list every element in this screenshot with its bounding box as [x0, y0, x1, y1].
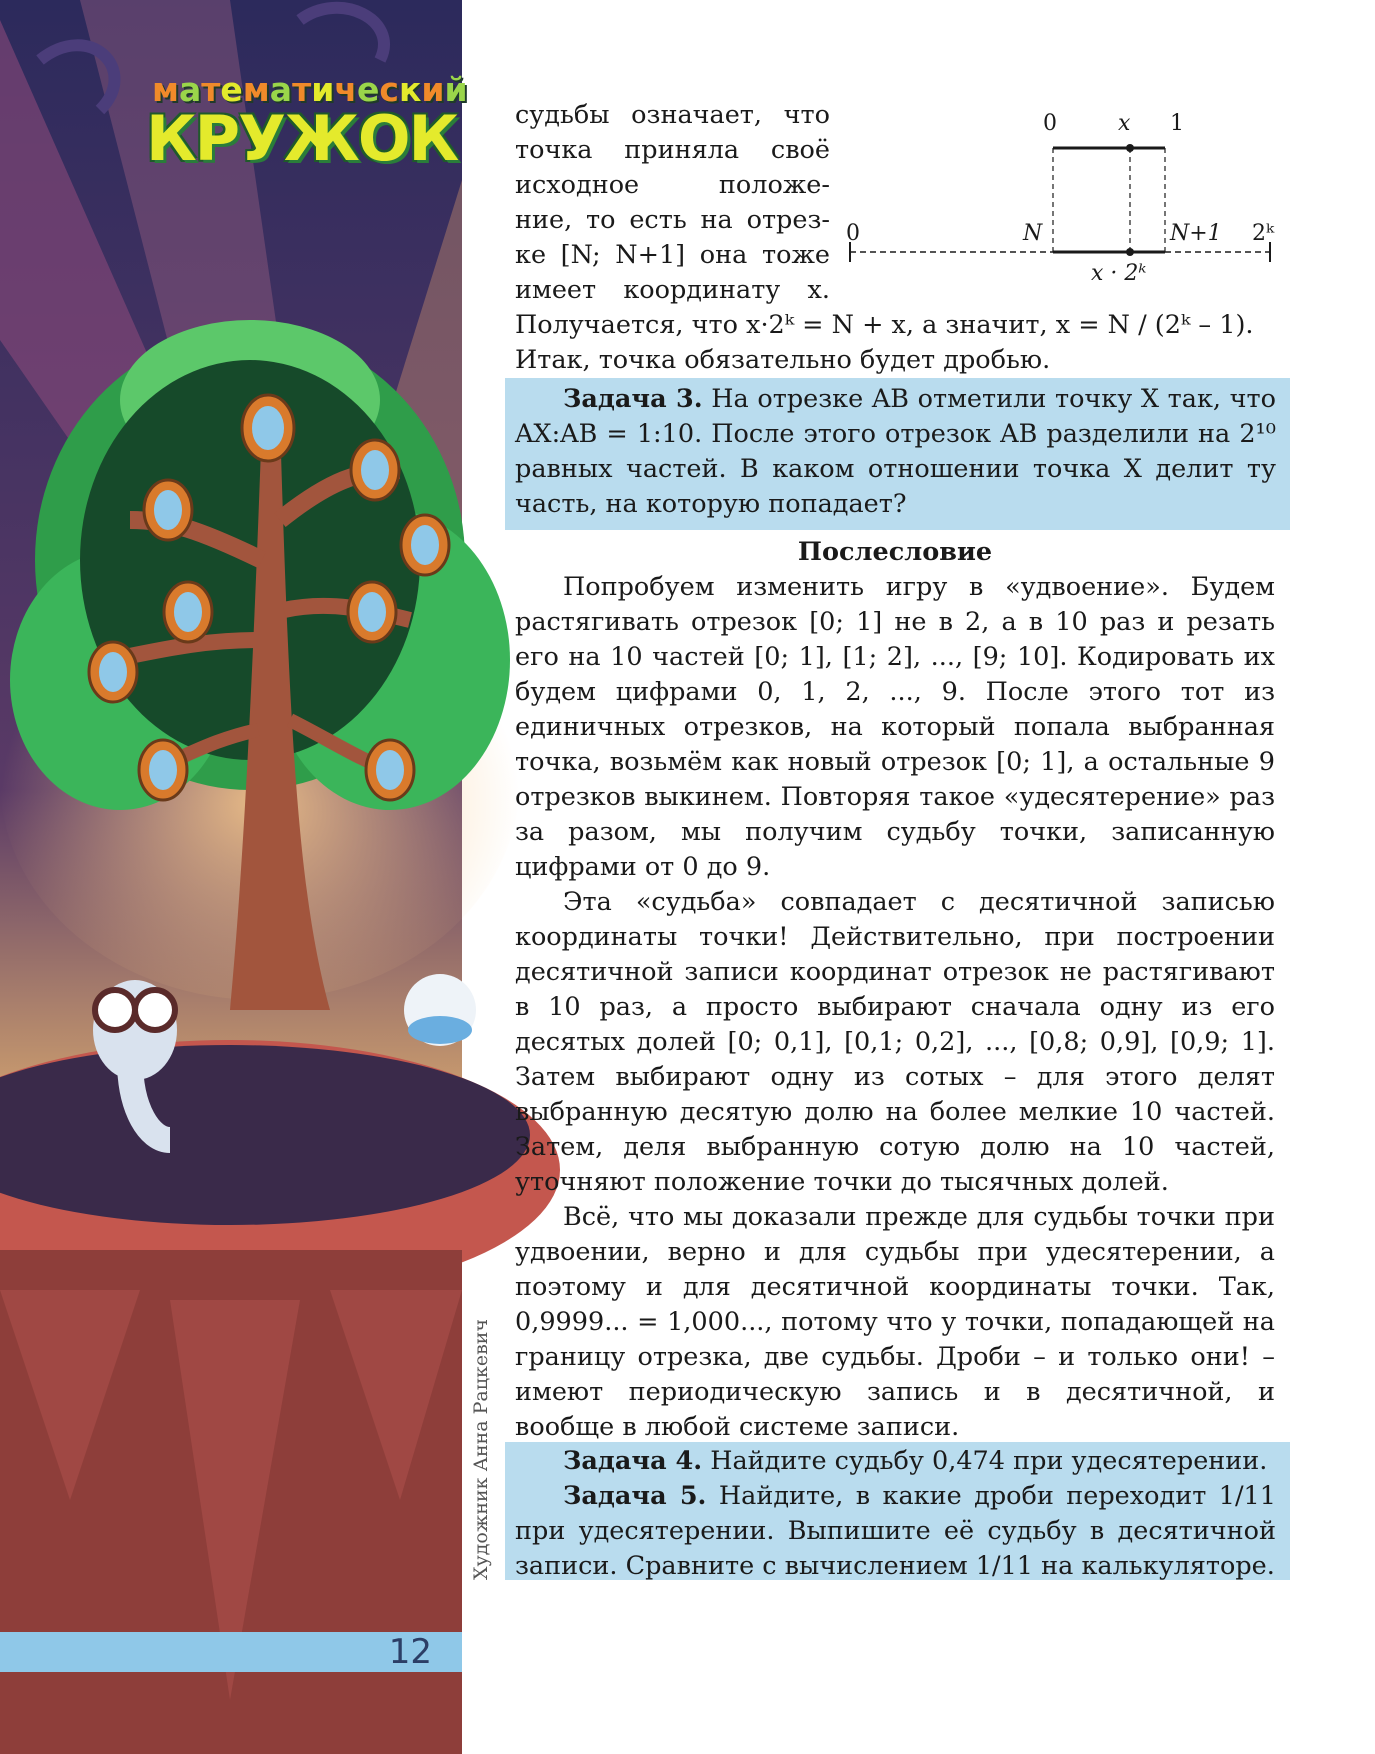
task-5 [515, 1479, 1276, 1584]
number-line-diagram [838, 100, 1278, 300]
intro-line: Итак, точка обязательно будет дробью. [515, 345, 1051, 375]
diagram-bottom-0: 0 [846, 221, 860, 246]
tasks-4-5-box [505, 1442, 1290, 1580]
intro-narrow-text [515, 98, 830, 308]
task-4 [515, 1444, 1276, 1479]
task-5-label: Задача 5. [563, 1481, 707, 1511]
intro-line: имеет координату x. [515, 275, 830, 305]
illustration-panel [0, 0, 468, 1754]
illustrator-credit: Художник Анна Рацкевич [470, 1318, 492, 1580]
intro-line: Получается, что x·2ᵏ = N + x, а значит, x = N / (2ᵏ – 1). [515, 310, 1254, 340]
task-3-text: На отрезке AB отметили точку X так, что AX:AB = 1:10. После этого отрезок AB разделили на 2¹⁰ равных частей. В каком отношении точка X делит ту часть, на которую попадает? [515, 384, 1276, 519]
tree-illustration [0, 0, 462, 1754]
task-3-label: Задача 3. [563, 384, 703, 414]
task-4-label: Задача 4. [563, 1446, 703, 1476]
afterword-paragraph: Всё, что мы доказали прежде для судьбы точки при удвоении, верно и для судьбы при удесятерении, а поэтому и для десятичной координаты точки. Так, 0,9999... = 1,000..., потому что у точки, попадающей на границу отрезка, две судьбы. Дроби – и только они! – имеют периодическую запись и в десятичной, и вообще в любой системе записи. [515, 1202, 1275, 1442]
diagram-top-x: x [1118, 111, 1131, 136]
task-4-text: Найдите судьбу 0,474 при удесятерении. [702, 1446, 1268, 1476]
intro-line: ке [N; N+1] она тоже [515, 240, 830, 270]
page-number: 12 [388, 1632, 432, 1672]
page-number-bar [0, 1632, 462, 1672]
intro-line: точка приняла своё [515, 135, 830, 165]
task-5-text: Найдите, в какие дроби переходит 1/11 при удесятерении. Выпишите её судьбу в десятичной записи. Сравните с вычислением 1/11 на калькуляторе. [515, 1481, 1276, 1581]
logo-line2: КРУЖОК [146, 102, 458, 175]
intro-line: ние, то есть на отрез- [515, 205, 830, 235]
logo-line1: математический [152, 70, 468, 109]
afterword-section [515, 535, 1275, 1445]
magazine-logo [118, 62, 468, 175]
intro-line: исходное положе- [515, 170, 830, 200]
diagram-point-label: x · 2ᵏ [1091, 261, 1147, 286]
afterword-paragraph: Эта «судьба» совпадает с десятичной записью координаты точки! Действительно, при построении десятичной записи координат отрезок не растягивают в 10 раз, а просто выбирают сначала одну из его десятых долей [0; 0,1], [0,1; 0,2], ..., [0,8; 0,9], [0,9; 1]. Затем выбирают одну из сотых – для этого делят выбранную десятую долю на более мелкие 10 частей. Затем, деля выбранную сотую долю на 10 частей, уточняют положение точки до тысячных долей. [515, 887, 1275, 1197]
diagram-top-1: 1 [1170, 111, 1184, 136]
afterword-heading: Послесловие [797, 537, 993, 567]
diagram-bottom-n1: N+1 [1170, 221, 1222, 246]
intro-line: судьбы означает, что [515, 100, 830, 130]
afterword-paragraph: Попробуем изменить игру в «удвоение». Будем растягивать отрезок [0; 1] не в 2, а в 10 раз и резать его на 10 частей [0; 1], [1; 2], ..., [9; 10]. Кодировать их будем цифрами 0, 1, 2, ..., 9. После этого тот из единичных отрезков, на который попала выбранная точка, возьмём как новый отрезок [0; 1], а остальные 9 отрезков выкинем. Повторяя такое «удесятерение» раз за разом, мы получим судьбу точки, записанную цифрами от 0 до 9. [515, 572, 1275, 882]
intro-wide-text [515, 308, 1275, 378]
diagram-bottom-n: N [1023, 221, 1043, 246]
diagram-top-0: 0 [1043, 111, 1057, 136]
task-3-box [505, 378, 1290, 530]
diagram-bottom-2k: 2ᵏ [1252, 221, 1275, 246]
